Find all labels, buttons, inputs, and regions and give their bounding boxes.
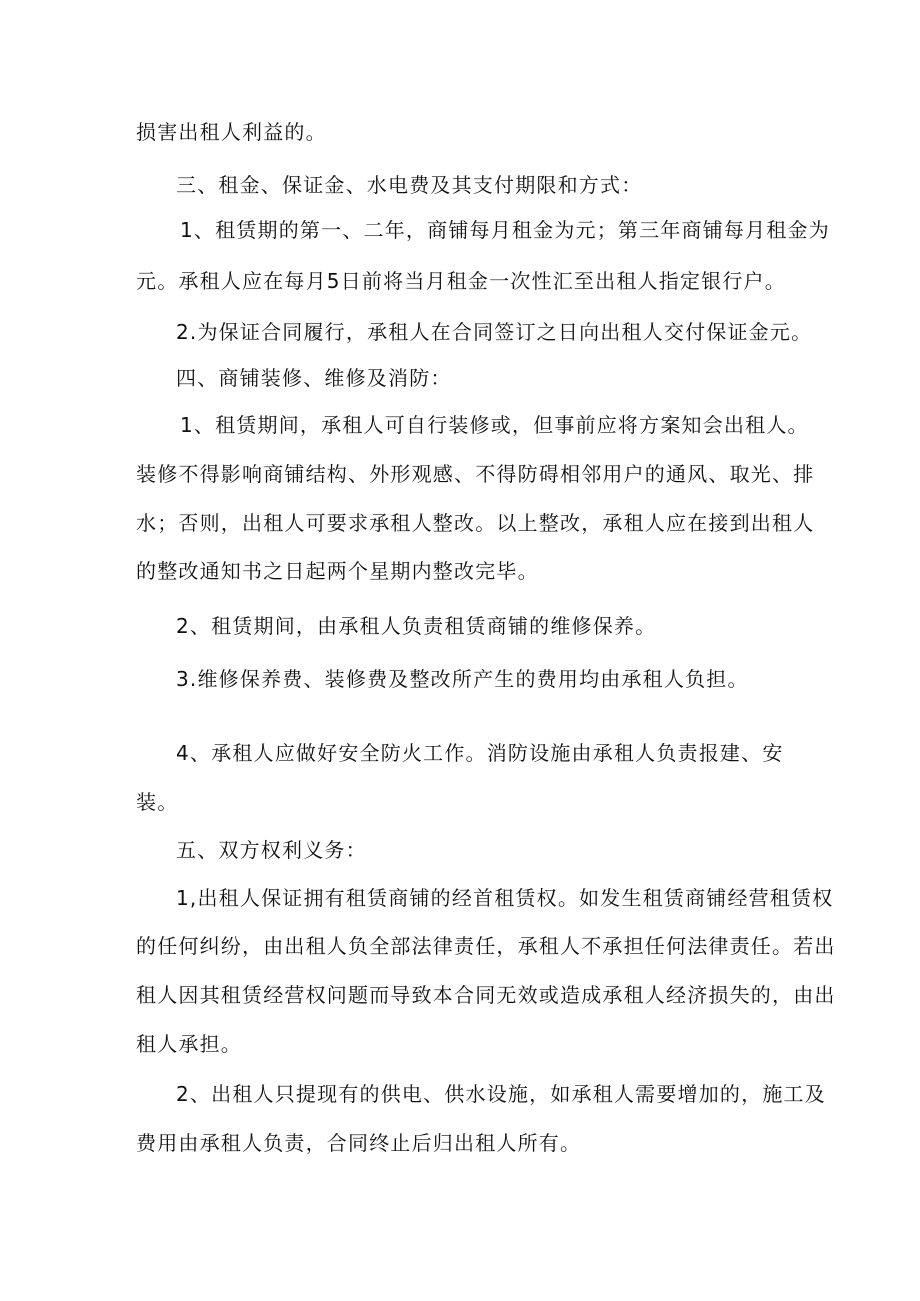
text-line: 费用由承租人负责，合同终止后归出租人所有。	[136, 1131, 582, 1155]
text-line: 损害出租人利益的。	[136, 120, 327, 144]
text-line: 租人因其租赁经营权问题而导致本合同无效或造成承租人经济损失的，由出	[136, 983, 836, 1007]
text-line: 的任何纠纷，由出租人负全部法律责任，承租人不承担任何法律责任。若出	[136, 934, 836, 958]
text-line: 水；否则，出租人可要求承租人整改。以上整改，承租人应在接到出租人	[136, 511, 815, 535]
section-heading: 五、双方权利义务：	[176, 838, 367, 862]
section-heading: 三、租金、保证金、水电费及其支付期限和方式：	[176, 173, 643, 197]
section-heading: 四、商铺装修、维修及消防：	[176, 366, 452, 390]
text-line: 2.为保证合同履行，承租人在合同签订之日向出租人交付保证金元。	[176, 320, 813, 344]
text-line: 元。承租人应在每月5日前将当月租金一次性汇至出租人指定银行户。	[136, 269, 786, 293]
text-line: 4、承租人应做好安全防火工作。消防设施由承租人负责报建、安	[176, 741, 784, 765]
text-line: 1、租赁期间，承租人可自行装修或，但事前应将方案知会出租人。	[180, 413, 809, 437]
text-line: 2、租赁期间，由承租人负责租赁商铺的维修保养。	[176, 614, 657, 638]
text-line: 装修不得影响商铺结构、外形观感、不得防碍相邻用户的通风、取光、排	[136, 462, 815, 486]
text-line: 2、出租人只提现有的供电、供水设施，如承租人需要增加的，施工及	[176, 1082, 826, 1106]
text-line: 3.维修保养费、装修费及整改所产生的费用均由承租人负担。	[176, 667, 749, 691]
text-line: 1、租赁期的第一、二年，商铺每月租金为元；第三年商铺每月租金为	[180, 218, 830, 242]
text-line: 的整改通知书之日起两个星期内整改完毕。	[136, 559, 539, 583]
text-line: 装。	[136, 790, 179, 814]
text-line: 租人承担。	[136, 1032, 242, 1056]
text-line: 1,出租人保证拥有租赁商铺的经首租赁权。如发生租赁商铺经营租赁权	[176, 886, 834, 910]
